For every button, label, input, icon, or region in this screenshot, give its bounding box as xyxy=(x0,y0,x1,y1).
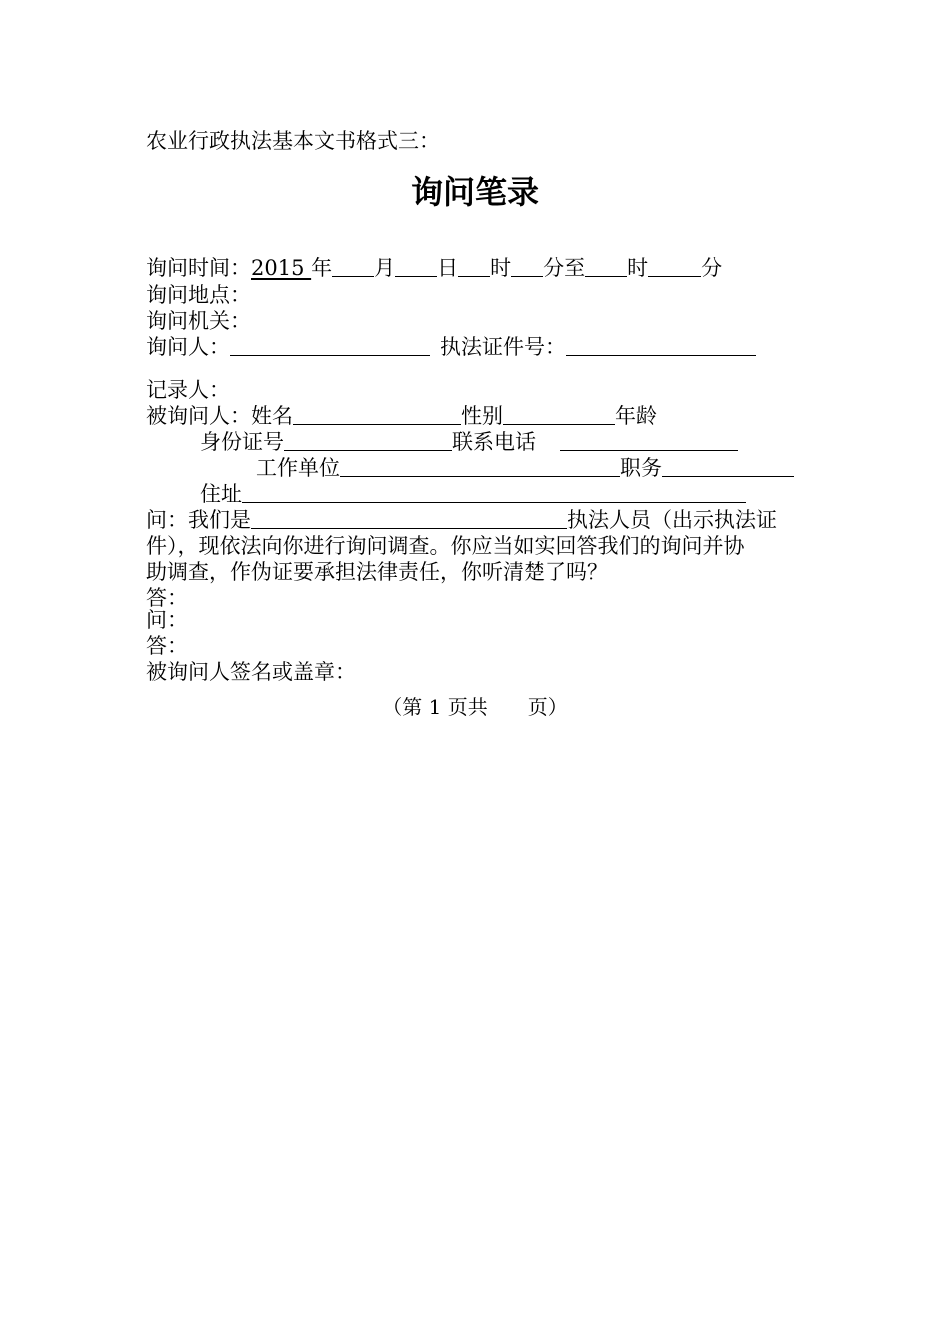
interviewer-blank[interactable] xyxy=(230,335,430,356)
subject-id-row xyxy=(200,429,738,455)
question-1-line-3: 助调查，作伪证要承担法律责任，你听清楚了吗？ xyxy=(146,560,608,584)
subject-phone-blank[interactable] xyxy=(560,430,738,451)
answer-2-label: 答： xyxy=(146,634,188,658)
document-header: 农业行政执法基本文书格式三： xyxy=(146,129,440,153)
question-2-label: 问： xyxy=(146,608,188,632)
cert-number-blank[interactable] xyxy=(566,335,756,356)
inquiry-location-label: 询问地点： xyxy=(146,283,251,307)
question-1-prefix: 问：我们是 xyxy=(146,508,251,532)
inquiry-agency-label: 询问机关： xyxy=(146,309,251,333)
end-hour-blank[interactable] xyxy=(585,256,627,277)
hour-unit: 时 xyxy=(490,256,512,280)
interviewer-label: 询问人： xyxy=(146,335,230,359)
subject-name-label: 被询问人：姓名 xyxy=(146,404,293,428)
page-footer: （第 1 页共 页） xyxy=(382,695,568,719)
answer-1-label: 答： xyxy=(146,586,188,610)
day-blank[interactable] xyxy=(395,256,437,277)
subject-age-label: 年龄 xyxy=(615,404,657,428)
year-unit: 年 xyxy=(311,256,333,280)
question-1-line-2: 件），现依法向你进行询问调查。你应当如实回答我们的询问并协 xyxy=(146,534,745,558)
month-unit: 月 xyxy=(374,256,396,280)
interviewer-row xyxy=(146,334,756,360)
subject-gender-label: 性别 xyxy=(461,404,503,428)
agency-name-blank[interactable] xyxy=(251,508,567,529)
month-blank[interactable] xyxy=(332,256,374,277)
inquiry-time-label: 询问时间： xyxy=(146,256,251,280)
question-1-line-1 xyxy=(146,507,777,533)
end-minute-unit: 分 xyxy=(701,256,723,280)
cert-label: 执法证件号： xyxy=(440,335,566,359)
subject-address-label: 住址 xyxy=(200,482,242,506)
question-1-suffix: 执法人员（出示执法证 xyxy=(567,508,777,532)
recorder-label: 记录人： xyxy=(146,378,230,402)
end-minute-blank[interactable] xyxy=(648,256,701,277)
day-unit: 日 xyxy=(437,256,459,280)
subject-address-row xyxy=(200,481,746,507)
subject-gender-blank[interactable] xyxy=(503,404,615,425)
subject-position-label: 职务 xyxy=(620,456,662,480)
subject-id-label: 身份证号 xyxy=(200,430,284,454)
subject-id-blank[interactable] xyxy=(284,430,452,451)
document-title: 询问笔录 xyxy=(410,173,539,211)
subject-work-label: 工作单位 xyxy=(256,456,340,480)
subject-position-blank[interactable] xyxy=(662,456,794,477)
subject-name-row xyxy=(146,403,657,429)
minute-to: 分至 xyxy=(543,256,586,280)
end-hour-unit: 时 xyxy=(627,256,649,280)
subject-phone-label: 联系电话 xyxy=(452,430,536,454)
hour-blank[interactable] xyxy=(458,256,490,277)
subject-name-blank[interactable] xyxy=(293,404,461,425)
inquiry-time-row xyxy=(146,255,722,281)
subject-work-blank[interactable] xyxy=(340,456,620,477)
inquiry-year-value: 2015 xyxy=(251,256,312,280)
subject-work-row xyxy=(256,455,794,481)
minute-blank[interactable] xyxy=(511,256,543,277)
signature-label: 被询问人签名或盖章： xyxy=(146,660,356,684)
subject-address-blank[interactable] xyxy=(242,482,746,503)
